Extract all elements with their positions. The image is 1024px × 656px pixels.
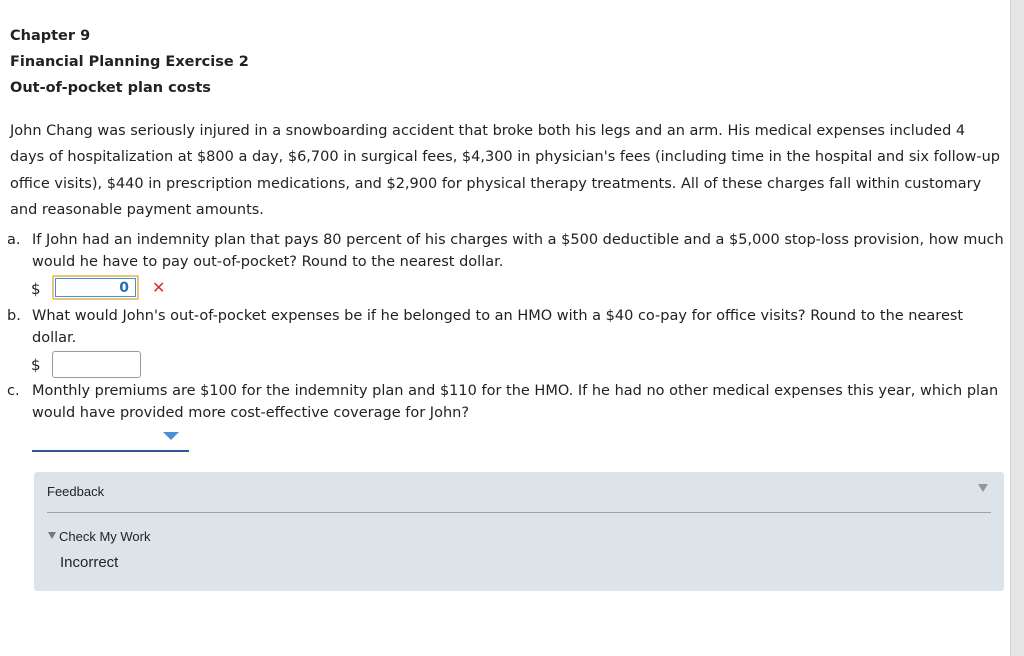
feedback-panel bbox=[34, 472, 1004, 591]
answer-b-input[interactable] bbox=[52, 351, 141, 378]
question-c-text: Monthly premiums are $100 for the indemnity plan and $110 for the HMO. If he had no other medical expenses this year, which plan would have provided more cost-effective coverage for John? bbox=[32, 383, 999, 421]
exercise-heading: Financial Planning Exercise 2 bbox=[10, 54, 249, 70]
answer-a-value[interactable]: 0 bbox=[55, 278, 136, 297]
collapse-toggle-icon[interactable] bbox=[978, 484, 988, 492]
feedback-title: Feedback bbox=[47, 484, 105, 499]
chevron-down-icon[interactable] bbox=[163, 432, 179, 440]
question-b-letter: b. bbox=[7, 308, 21, 324]
check-my-work-label: Check My Work bbox=[59, 529, 151, 544]
divider bbox=[47, 512, 991, 513]
answer-c-dropdown[interactable] bbox=[32, 428, 189, 452]
topic-heading: Out-of-pocket plan costs bbox=[10, 80, 211, 96]
chapter-heading: Chapter 9 bbox=[10, 28, 91, 44]
scrollbar[interactable] bbox=[1010, 0, 1024, 656]
incorrect-x-icon: ✕ bbox=[152, 278, 166, 297]
disclosure-triangle-icon bbox=[48, 532, 56, 539]
result-text: Incorrect bbox=[60, 554, 119, 571]
question-a-letter: a. bbox=[7, 232, 21, 248]
problem-statement: John Chang was seriously injured in a snowboarding accident that broke both his legs and an arm. His medical expenses included 4 days of hospitalization at $800 a day, $6,700 in surgical fees, $4,300 in physician's fees (including time in the hospital and six follow-up office visits), $440 in prescription medications, and $2,900 for physical therapy treatments. All of these charges fall within customary and reasonable payment amounts. bbox=[10, 123, 1001, 218]
check-my-work-toggle[interactable] bbox=[48, 529, 151, 544]
currency-symbol: $ bbox=[31, 280, 41, 298]
currency-symbol: $ bbox=[31, 356, 41, 374]
question-a-text: If John had an indemnity plan that pays 80 percent of his charges with a $500 deductible and a $5,000 stop-loss provision, how much would he have to pay out-of-pocket? Round to the nearest dollar. bbox=[32, 232, 1004, 270]
answer-a-input[interactable] bbox=[52, 275, 139, 300]
question-c-letter: c. bbox=[7, 383, 20, 399]
question-b-text: What would John's out-of-pocket expenses be if he belonged to an HMO with a $40 co-pay for office visits? Round to the nearest dollar. bbox=[32, 308, 964, 346]
